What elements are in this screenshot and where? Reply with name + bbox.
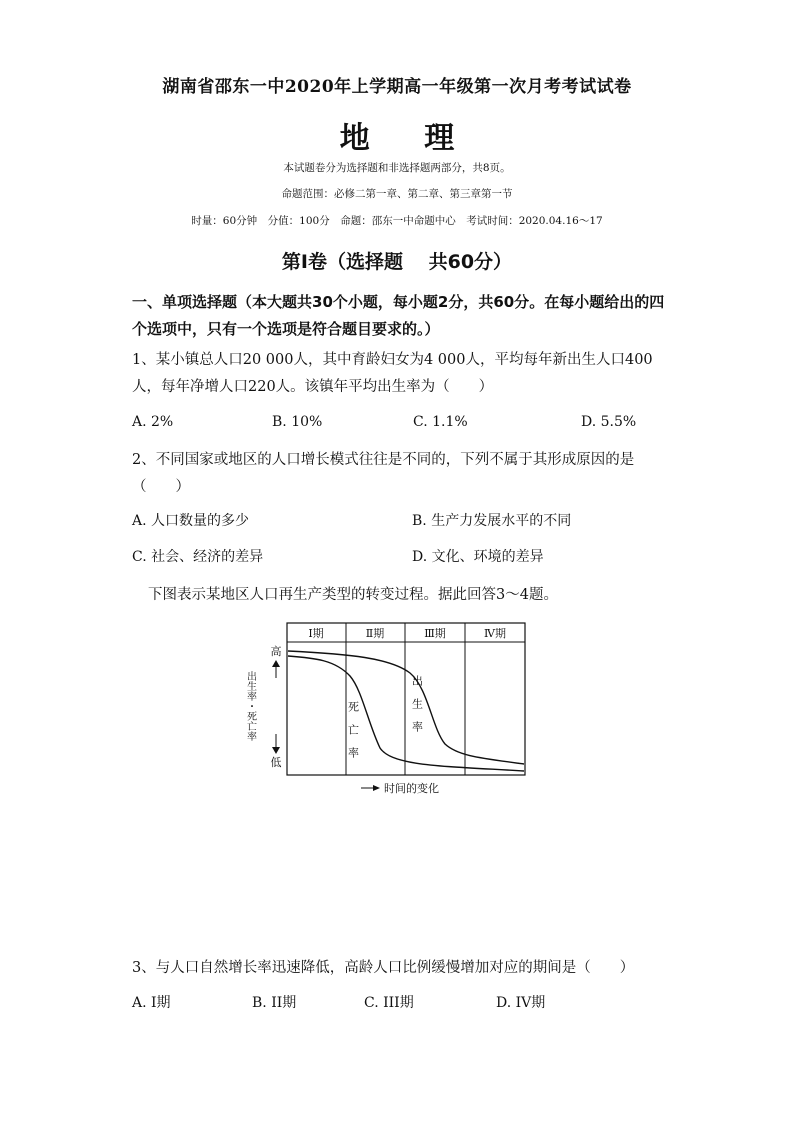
exam-meta-info: 时量：60分钟 分值：100分 命题：邵东一中命题中心 考试时间：2020.04.16～17 xyxy=(191,215,603,227)
birth-rate-curve xyxy=(288,651,524,764)
y-high-label: 高 xyxy=(270,645,282,658)
exam-title: 湖南省邵东一中2020年上学期高一年级第一次月考考试试卷 xyxy=(162,77,632,97)
option-b[interactable]: B. 生产力发展水平的不同 xyxy=(412,513,572,529)
option-b[interactable]: B. II期 xyxy=(252,995,297,1011)
option-c[interactable]: C. III期 xyxy=(364,995,414,1011)
death-rate-curve xyxy=(288,656,524,771)
option-d[interactable]: D. 5.5% xyxy=(581,414,637,430)
period-label-4: Ⅳ期 xyxy=(484,627,506,640)
y-axis-label: 出生率・死亡率 xyxy=(244,671,256,741)
section-instructions: 一、单项选择题（本大题共30个小题，每小题2分，共60分。在每小题给出的四个选项中，只有一个选项是符合题目要求的。） xyxy=(132,293,665,338)
figure-intro: 下图表示某地区人口再生产类型的转变过程。据此回答3～4题。 xyxy=(148,587,558,603)
question-stem: 1、某小镇总人口20 000人，其中育龄妇女为4 000人，平均每年新出生人口400人，每年净增人口220人。该镇年平均出生率为（ ） xyxy=(132,352,653,395)
exam-meta-pages: 本试题卷分为选择题和非选择题两部分，共8页。 xyxy=(283,162,511,174)
question-stem: 2、不同国家或地区的人口增长模式往往是不同的，下列不属于其形成原因的是（ ） xyxy=(132,452,635,495)
option-d[interactable]: D. IV期 xyxy=(496,995,546,1011)
question-3 xyxy=(132,955,670,1020)
question-2 xyxy=(132,447,670,580)
y-low-label: 低 xyxy=(270,756,282,769)
period-label-1: Ⅰ期 xyxy=(308,627,324,640)
option-a[interactable]: A. 2% xyxy=(132,414,174,430)
options-row xyxy=(132,409,670,443)
subject-title: 地 理 xyxy=(339,121,477,156)
down-arrow-icon xyxy=(272,747,280,754)
exam-meta-scope: 命题范围：必修二第一章、第二章、第三章第一节 xyxy=(281,188,513,200)
up-arrow-icon xyxy=(272,660,280,667)
diagram-frame xyxy=(287,623,525,775)
death-rate-label: 死亡率 xyxy=(346,701,360,770)
birth-rate-label: 出生率 xyxy=(410,675,424,744)
option-a[interactable]: A. I期 xyxy=(132,995,171,1011)
population-transition-diagram xyxy=(240,618,540,803)
period-label-3: Ⅲ期 xyxy=(424,627,446,640)
question-stem: 3、与人口自然增长率迅速降低，高龄人口比例缓慢增加对应的期间是（ ） xyxy=(132,960,635,976)
period-label-2: Ⅱ期 xyxy=(365,627,385,640)
options-row xyxy=(132,990,670,1020)
x-axis-label: 时间的变化 xyxy=(384,782,439,795)
option-c[interactable]: C. 1.1% xyxy=(413,414,468,430)
right-arrow-icon xyxy=(373,785,380,791)
section-title: 第Ⅰ卷（选择题 共60分） xyxy=(281,251,513,273)
option-d[interactable]: D. 文化、环境的差异 xyxy=(412,549,544,565)
option-a[interactable]: A. 人口数量的多少 xyxy=(132,513,250,529)
question-1 xyxy=(132,347,670,443)
options-grid xyxy=(132,508,670,580)
option-c[interactable]: C. 社会、经济的差异 xyxy=(132,549,264,565)
option-b[interactable]: B. 10% xyxy=(272,414,323,430)
